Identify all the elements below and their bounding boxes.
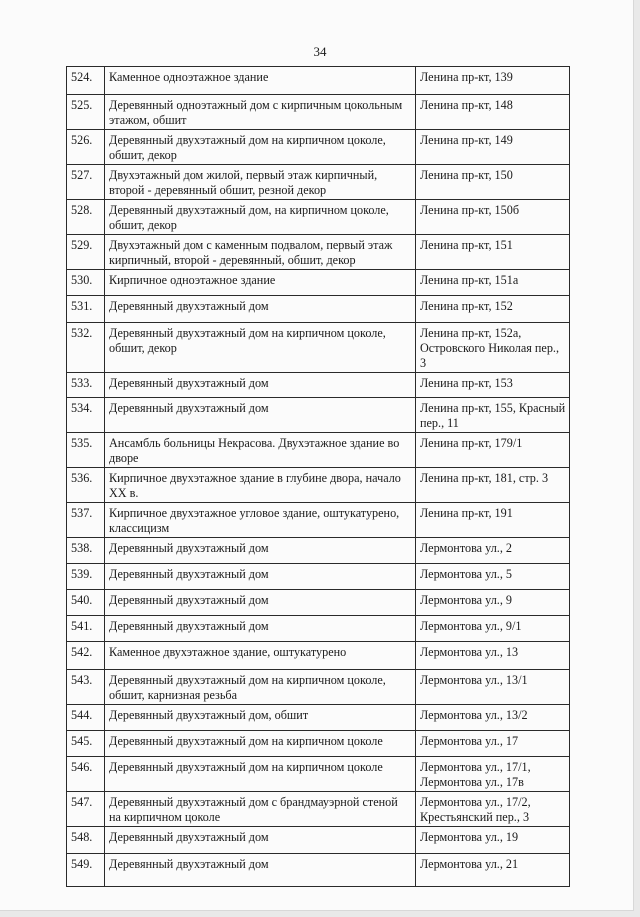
table-row [67,731,570,757]
row-number: 532. [67,323,105,373]
object-address: Ленина пр-кт, 181, стр. 3 [416,468,570,503]
row-number: 534. [67,398,105,433]
table-row [67,705,570,731]
object-address: Ленина пр-кт, 153 [416,373,570,398]
object-description: Каменное одноэтажное здание [105,67,416,95]
table-row [67,854,570,887]
object-description: Деревянный двухэтажный дом [105,854,416,887]
row-number: 540. [67,590,105,616]
row-number: 542. [67,642,105,670]
row-number: 533. [67,373,105,398]
object-description: Деревянный двухэтажный дом на кирпичном цоколе, обшит, декор [105,130,416,165]
table-row [67,590,570,616]
object-address: Ленина пр-кт, 150 [416,165,570,200]
object-description: Деревянный двухэтажный дом на кирпичном цоколе [105,731,416,757]
object-description: Ансамбль больницы Некрасова. Двухэтажное здание во дворе [105,433,416,468]
object-address: Лермонтова ул., 2 [416,538,570,564]
table-row [67,270,570,296]
table-row [67,373,570,398]
table-row [67,670,570,705]
table-row [67,503,570,538]
row-number: 548. [67,827,105,854]
object-address: Лермонтова ул., 17/2, Крестьянский пер., 3 [416,792,570,827]
object-description: Кирпичное одноэтажное здание [105,270,416,296]
row-number: 538. [67,538,105,564]
object-address: Ленина пр-кт, 151а [416,270,570,296]
table-row [67,130,570,165]
row-number: 543. [67,670,105,705]
object-description: Деревянный двухэтажный дом на кирпичном цоколе, обшит, карнизная резьба [105,670,416,705]
row-number: 528. [67,200,105,235]
table-row [67,433,570,468]
page-number: 34 [313,44,327,59]
row-number: 546. [67,757,105,792]
table-row [67,235,570,270]
object-address: Лермонтова ул., 13/2 [416,705,570,731]
row-number: 529. [67,235,105,270]
object-description: Деревянный двухэтажный дом [105,538,416,564]
table-row [67,564,570,590]
row-number: 531. [67,296,105,323]
object-description: Деревянный двухэтажный дом, обшит [105,705,416,731]
object-address: Лермонтова ул., 13/1 [416,670,570,705]
object-address: Ленина пр-кт, 151 [416,235,570,270]
object-address: Ленина пр-кт, 139 [416,67,570,95]
row-number: 544. [67,705,105,731]
table-row [67,296,570,323]
object-description: Деревянный двухэтажный дом [105,398,416,433]
table-row [67,642,570,670]
row-number: 526. [67,130,105,165]
row-number: 549. [67,854,105,887]
object-description: Деревянный двухэтажный дом на кирпичном цоколе [105,757,416,792]
object-description: Деревянный двухэтажный дом [105,616,416,642]
object-address: Ленина пр-кт, 149 [416,130,570,165]
object-description: Деревянный двухэтажный дом с брандмауэрной стеной на кирпичном цоколе [105,792,416,827]
row-number: 535. [67,433,105,468]
row-number: 547. [67,792,105,827]
table-row [67,95,570,130]
row-number: 545. [67,731,105,757]
object-address: Ленина пр-кт, 152 [416,296,570,323]
object-description: Деревянный двухэтажный дом, на кирпичном цоколе, обшит, декор [105,200,416,235]
object-description: Деревянный двухэтажный дом [105,373,416,398]
table-row [67,827,570,854]
row-number: 527. [67,165,105,200]
object-description: Деревянный двухэтажный дом [105,296,416,323]
table-body [67,67,570,887]
object-address: Лермонтова ул., 19 [416,827,570,854]
object-address: Ленина пр-кт, 155, Красный пер., 11 [416,398,570,433]
object-address: Лермонтова ул., 21 [416,854,570,887]
row-number: 536. [67,468,105,503]
row-number: 524. [67,67,105,95]
object-address: Лермонтова ул., 17/1, Лермонтова ул., 17в [416,757,570,792]
object-description: Деревянный двухэтажный дом [105,590,416,616]
row-number: 530. [67,270,105,296]
object-description: Каменное двухэтажное здание, оштукатурено [105,642,416,670]
table-row [67,538,570,564]
object-address: Ленина пр-кт, 152а, Островского Николая пер., 3 [416,323,570,373]
object-description: Деревянный двухэтажный дом [105,564,416,590]
object-description: Кирпичное двухэтажное угловое здание, оштукатурено, классицизм [105,503,416,538]
table-row [67,792,570,827]
object-address: Лермонтова ул., 13 [416,642,570,670]
table-row [67,398,570,433]
table-row [67,757,570,792]
table-row [67,200,570,235]
table-row [67,165,570,200]
row-number: 541. [67,616,105,642]
object-address: Ленина пр-кт, 191 [416,503,570,538]
object-description: Деревянный одноэтажный дом с кирпичным цокольным этажом, обшит [105,95,416,130]
table-row [67,468,570,503]
heritage-register-table [66,66,570,887]
object-description: Двухэтажный дом с каменным подвалом, первый этаж кирпичный, второй - деревянный, обшит, декор [105,235,416,270]
table-row [67,616,570,642]
row-number: 525. [67,95,105,130]
object-address: Ленина пр-кт, 179/1 [416,433,570,468]
object-address: Ленина пр-кт, 150б [416,200,570,235]
object-address: Лермонтова ул., 9/1 [416,616,570,642]
object-description: Двухэтажный дом жилой, первый этаж кирпичный, второй - деревянный обшит, резной декор [105,165,416,200]
object-address: Лермонтова ул., 17 [416,731,570,757]
object-address: Ленина пр-кт, 148 [416,95,570,130]
table-row [67,67,570,95]
row-number: 539. [67,564,105,590]
object-address: Лермонтова ул., 9 [416,590,570,616]
object-address: Лермонтова ул., 5 [416,564,570,590]
object-description: Кирпичное двухэтажное здание в глубине двора, начало XX в. [105,468,416,503]
row-number: 537. [67,503,105,538]
object-description: Деревянный двухэтажный дом на кирпичном цоколе, обшит, декор [105,323,416,373]
table-row [67,323,570,373]
object-description: Деревянный двухэтажный дом [105,827,416,854]
